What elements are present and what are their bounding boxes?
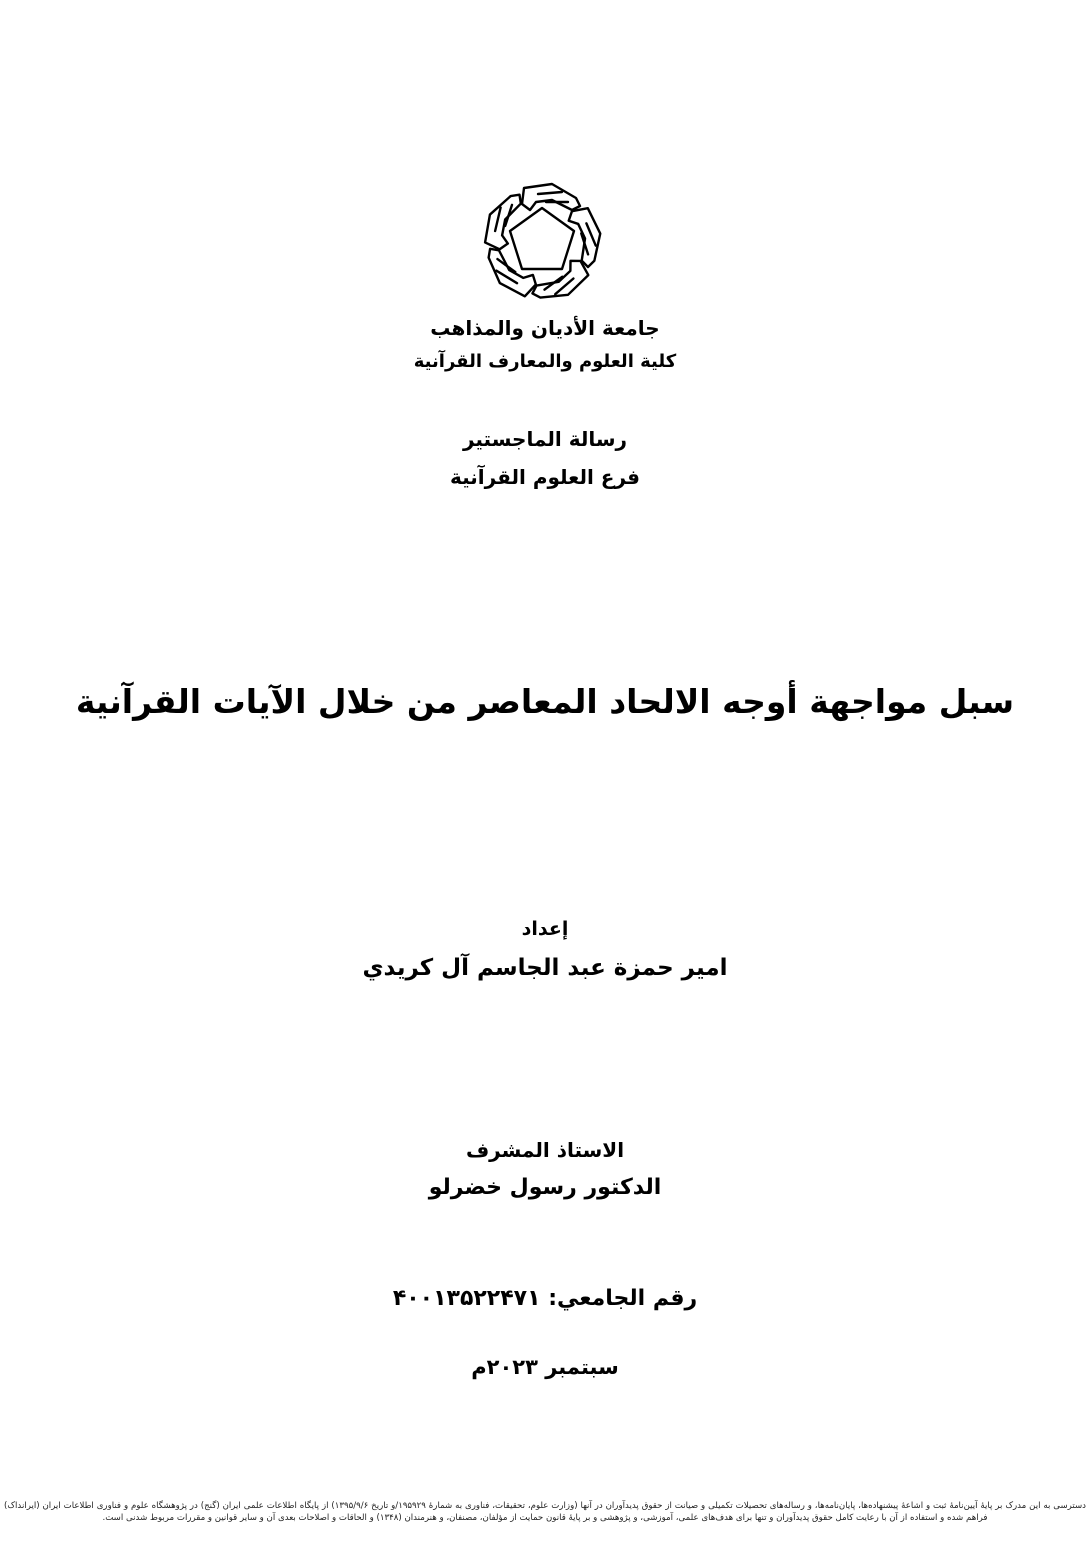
faculty-name: كلية العلوم والمعارف القرآنية: [413, 351, 677, 372]
branch-name: فرع العلوم القرآنية: [450, 465, 640, 489]
student-id: رقم الجامعي: ۴۰۰۱۳۵۲۲۴۷۱: [392, 1286, 698, 1311]
author-name: امير حمزة عبد الجاسم آل كريدي: [362, 955, 728, 981]
submission-date: سبتمبر ۲۰۲۳م: [471, 1355, 619, 1379]
thesis-title: سبل مواجهة أوجه الالحاد المعاصر من خلال الآيات القرآنية: [75, 682, 1015, 721]
supervisor-label: الاستاذ المشرف: [465, 1138, 625, 1162]
university-logo-icon: [480, 180, 604, 304]
degree-type: رسالة الماجستير: [462, 427, 628, 451]
supervisor-name: الدكتور رسول خضرلو: [428, 1175, 662, 1200]
prepared-by-label: إعداد: [521, 918, 569, 940]
university-name: جامعة الأديان والمذاهب: [430, 316, 660, 340]
copyright-notice: دسترسی به این مدرک بر پایهٔ آیین‌نامهٔ ثبت و اشاعهٔ پیشنهاده‌ها، پایان‌نامه‌ها، و رساله‌های تحصیلات تکمیلی و صیانت از حقوق پدیدآوران در آنها (وزارت علوم، تحقیقات، فناوری به شمارهٔ ۱۹۵۹۲۹/و تاریخ ۱۳۹۵/۹/۶) از پایگاه اطلاعات علمی ایران (گنج) در پژوهشگاه علوم و فناوری اطلاعات ایران (ایرانداک) فراهم شده و استفاده از آن با رعایت کامل حقوق پدیدآوران و تنها برای هدف‌های علمی، آموزشی، و پژوهشی و بر پایهٔ قانون حمایت از مؤلفان، مصنفان، و هنرمندان (۱۳۴۸) و الحاقات و اصلاحات بعدی آن و سایر قوانین و مقررات مربوط شدنی است.: [4, 1501, 1087, 1523]
